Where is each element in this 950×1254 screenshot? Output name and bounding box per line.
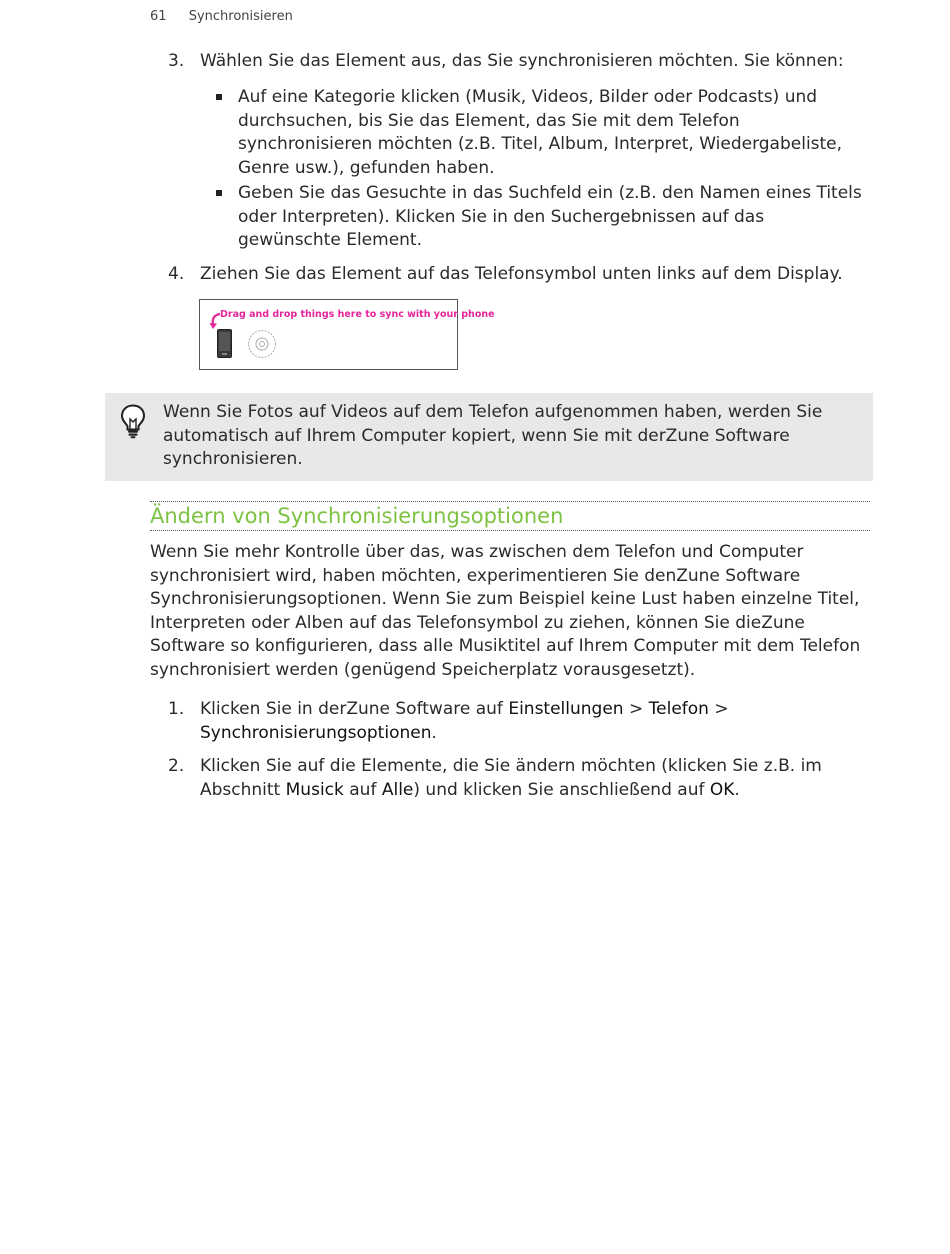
bullet-item [216,86,866,180]
step-text-part: auf [343,779,382,800]
step-text: Ziehen Sie das Element auf das Telefonsymbol unten links auf dem Display. [200,264,843,284]
step-2 [168,755,868,802]
step-text [200,755,868,802]
bullet-text: Geben Sie das Gesuchte in das Suchfeld ein (z.B. den Namen eines Titels oder Interpreten). Klicken Sie in den Suchergebnissen auf das gewünschte Element. [238,183,862,250]
step-text [200,698,868,745]
path-separator: > [623,699,649,719]
section-title: Ändern von Synchronisierungsoptionen [150,504,564,528]
disc-icon [247,329,277,359]
section-rule-top [150,501,870,502]
section-intro-paragraph: Wenn Sie mehr Kontrolle über das, was zwischen dem Telefon und Computer synchronisiert wird, haben möchten, experimentieren Sie denZune Software Synchronisierungsoptionen. Wenn Sie zum Beispiel keine Lust haben einzelne Titel, Interpreten oder Alben auf das Telefonsymbol zu ziehen, können Sie dieZune Software so konfigurieren, dass alle Musiktitel auf Ihrem Computer mit dem Telefon synchronisiert werden (genügend Speicherplatz vorausgesetzt). [150,542,861,680]
step-text-part: . [734,779,740,800]
lightbulb-icon [119,403,147,439]
option-label-musick: Musick [285,779,344,800]
step-number: 2. [168,756,185,776]
menu-label-synchronisierungsoptionen: Synchronisierungsoptionen [200,722,432,743]
header-section-title: Synchronisieren [188,9,293,24]
phone-icon [217,329,232,358]
path-separator: > [708,699,729,719]
bullet-marker [216,94,222,100]
ok-button-label: OK [709,779,735,800]
step-text: Wählen Sie das Element aus, das Sie synchronisieren möchten. Sie können: [200,51,844,71]
step-text-part: ) und klicken Sie anschließend auf [413,779,710,800]
screenshot-caption: Drag and drop things here to sync with your phone [220,309,495,320]
step-text-part: Klicken Sie auf die Elemente, die Sie ändern möchten (klicken Sie z.B. im Abschnitt [200,756,822,800]
step-1 [168,698,868,745]
menu-label-telefon: Telefon [648,699,709,719]
step-4 [168,263,868,287]
bullet-text: Auf eine Kategorie klicken (Musik, Videos, Bilder oder Podcasts) und durchsuchen, bis Sie das Element, das Sie mit dem Telefon synchronisieren möchten (z.B. Titel, Album, Interpret, Wiedergabeliste, Genre usw.), gefunden haben. [238,87,843,178]
step-3 [168,50,868,74]
section-rule-bottom [150,530,870,531]
tip-text: Wenn Sie Fotos auf Videos auf dem Telefon aufgenommen haben, werden Sie automatisch auf Ihrem Computer kopiert, wenn Sie mit derZune Software synchronisieren. [163,402,823,469]
page-number: 61 [150,9,167,24]
step-3-bullet-list [216,86,866,255]
tip-box [105,393,873,481]
sync-drop-area-screenshot [199,299,495,370]
step-number: 1. [168,699,185,719]
option-label-alle: Alle [381,779,414,800]
running-header [150,9,293,24]
step-text-part: . [431,722,437,743]
step-number: 3. [168,51,185,71]
step-text-part: Klicken Sie in derZune Software auf [200,699,509,719]
menu-label-einstellungen: Einstellungen [508,699,624,719]
bullet-marker [216,190,222,196]
bullet-item [216,182,866,253]
step-number: 4. [168,264,185,284]
